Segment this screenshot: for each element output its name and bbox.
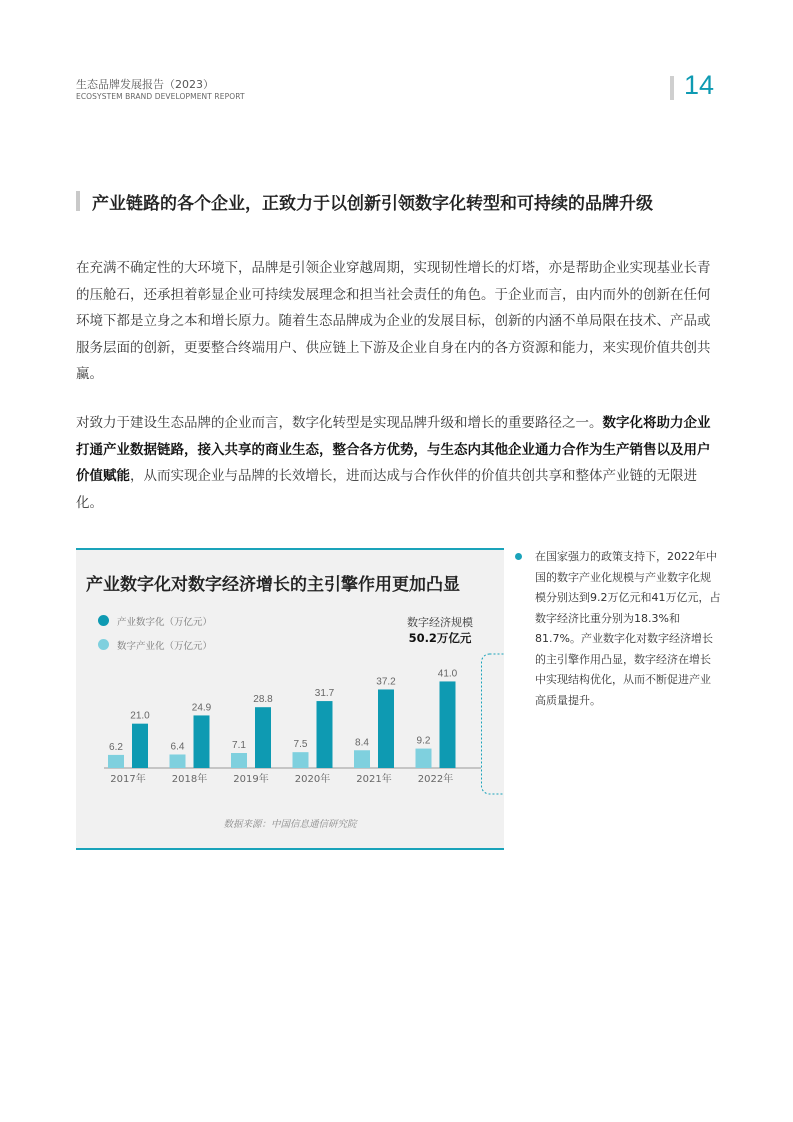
legend-label: 数字产业化（万亿元）: [117, 641, 213, 652]
bar-digital-industrialization: [354, 750, 370, 768]
report-title: 生态品牌发展报告（2023）: [76, 78, 214, 91]
bar-industry-digitalization: [440, 681, 456, 768]
bar-industry-digitalization: [378, 689, 394, 768]
legend-label: 产业数字化（万亿元）: [117, 617, 213, 628]
legend-item-industry-digitalization: [98, 614, 212, 628]
bar-value-label: 24.9: [191, 702, 212, 714]
chart-top-rule: [76, 548, 504, 550]
bar-digital-industrialization: [108, 755, 124, 768]
bar-value-label: 9.2: [416, 735, 431, 747]
page-number: 14: [684, 70, 715, 100]
body-paragraph-2: [76, 410, 718, 516]
bar-value-label: 8.4: [355, 737, 369, 749]
bar-value-label: 6.4: [170, 741, 185, 753]
bar-value-label: 37.2: [376, 676, 396, 688]
chart-bottom-rule: [76, 848, 504, 850]
section-title-bar: [76, 191, 80, 211]
section-title: 产业链路的各个企业，正致力于以创新引领数字化转型和可持续的品牌升级: [92, 194, 653, 214]
bar-digital-industrialization: [170, 754, 186, 768]
bar-digital-industrialization: [293, 752, 309, 768]
digital-economy-scale-label: 数字经济规模: [407, 616, 473, 629]
bullet-icon: [515, 553, 522, 560]
x-tick-label: 2022年: [417, 774, 454, 785]
bar-value-label: 31.7: [314, 688, 335, 700]
page-number-divider: [670, 76, 674, 100]
bar-industry-digitalization: [255, 707, 271, 768]
report-subtitle: ECOSYSTEM BRAND DEVELOPMENT REPORT: [76, 92, 245, 101]
bar-value-label: 7.1: [232, 740, 246, 752]
highlight-dashed-box: [482, 654, 505, 794]
chart-source: 数据来源：中国信息通信研究院: [223, 819, 357, 830]
bar-value-label: 21.0: [130, 710, 150, 722]
bar-industry-digitalization: [194, 715, 210, 768]
bar-value-label: 6.2: [109, 741, 123, 753]
legend-dot-icon: [98, 615, 109, 626]
bar-digital-industrialization: [231, 753, 247, 768]
x-tick-label: 2018年: [171, 774, 208, 785]
x-tick-label: 2020年: [294, 774, 331, 785]
x-tick-label: 2021年: [356, 774, 392, 785]
sidebar-note: 在国家强力的政策支持下，2022年中国的数字产业化规模与产业数字化规模分别达到9.2万亿元和41万亿元，占数字经济比重分别为18.3%和81.7%。产业数字化对数字经济增长的主引擎作用凸显，数字经济在增长中实现结构优化，从而不断促进产业高质量提升。: [535, 550, 721, 707]
bar-industry-digitalization: [317, 701, 333, 768]
chart-title: 产业数字化对数字经济增长的主引擎作用更加凸显: [86, 575, 460, 595]
bar-digital-industrialization: [416, 749, 432, 768]
x-tick-label: 2019年: [233, 774, 269, 785]
bar-value-label: 7.5: [293, 739, 308, 751]
bar-value-label: 41.0: [437, 668, 458, 680]
paragraph-2-end: ，从而实现企业与品牌的长效增长，进而达成与合作伙伴的价值共创共享和整体产业链的无限进化。: [76, 468, 697, 511]
bar-value-label: 28.8: [253, 694, 273, 706]
body-paragraph-1: 在充满不确定性的大环境下，品牌是引领企业穿越周期，实现韧性增长的灯塔，亦是帮助企业实现基业长青的压舱石，还承担着彰显企业可持续发展理念和担当社会责任的角色。于企业而言，由内而外的创新在任何环境下都是立身之本和增长原力。随着生态品牌成为企业的发展目标，创新的内涵不单局限在技术、产品或服务层面的创新，更要整合终端用户、供应链上下游及企业自身在内的各方资源和能力，来实现价值共创共赢。: [76, 260, 711, 382]
bar-chart: [76, 640, 504, 810]
paragraph-2-emphasis: 数字化将助力企业打通产业数据链路，接入共享的商业生态，整合各方优势，与生态内其他企业通力合作为生产销售以及用户价值赋能: [76, 415, 711, 484]
paragraph-2-start: 对致力于建设生态品牌的企业而言，数字化转型是实现品牌升级和增长的重要路径之一。: [76, 415, 603, 431]
x-tick-label: 2017年: [110, 774, 146, 785]
digital-economy-scale-value: 50.2万亿元: [408, 631, 472, 645]
bar-industry-digitalization: [132, 724, 148, 768]
